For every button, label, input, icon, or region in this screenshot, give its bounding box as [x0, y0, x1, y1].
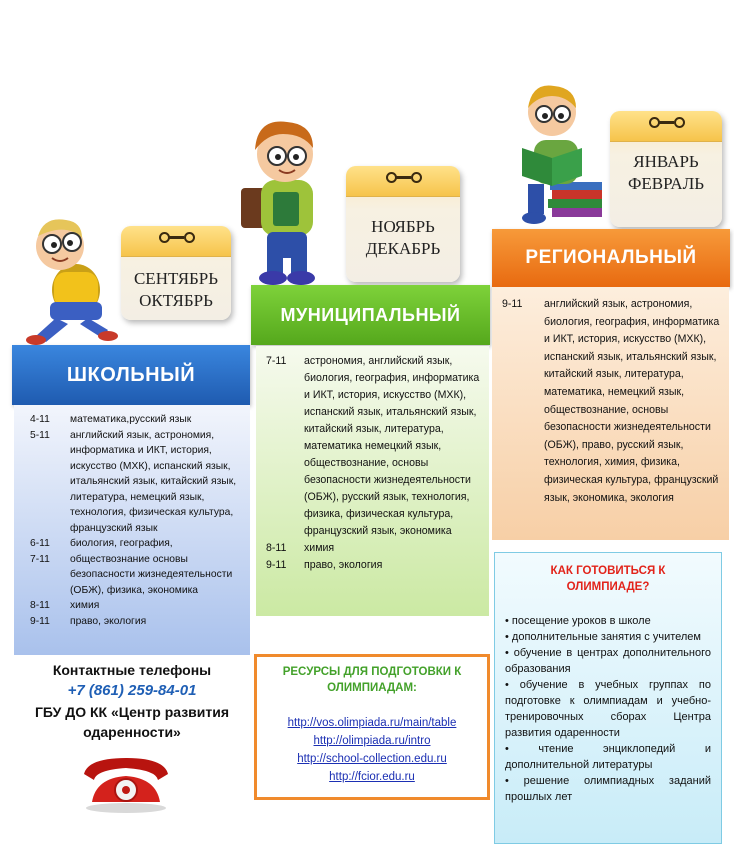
- resource-link[interactable]: http://vos.olimpiada.ru/main/table: [287, 717, 457, 729]
- calendar-card-municipal: [346, 166, 460, 282]
- resource-link[interactable]: http://fcior.edu.ru: [329, 771, 415, 783]
- contacts-block: [14, 660, 250, 742]
- list-item: • чтение энциклопедий и дополнительной литературы: [505, 743, 711, 771]
- prepare-title: КАК ГОТОВИТЬСЯ К ОЛИМПИАДЕ?: [550, 565, 666, 593]
- calendar-binding: [121, 226, 231, 257]
- header-regional-title: РЕГИОНАЛЬНЫЙ: [525, 247, 697, 268]
- card-month-1: НОЯБРЬ: [371, 217, 435, 236]
- red-telephone-illustration: [78, 752, 174, 814]
- ring-icon: [184, 232, 195, 243]
- boy-with-backpack-illustration: [16, 212, 128, 348]
- card-month-2: ФЕВРАЛЬ: [627, 174, 704, 193]
- card-month-1: СЕНТЯБРЬ: [133, 269, 219, 288]
- municipal-subjects-panel: [256, 346, 489, 616]
- boy-holding-books-illustration: [233, 112, 333, 288]
- list-item: • обучение в учебных группах по подготовке к олимпиадам и учебно-тренировочных сборах Центра развития одаренности: [505, 679, 711, 739]
- table-row: 8-11 химия: [30, 600, 100, 611]
- header-municipal: [251, 285, 490, 345]
- table-row: 4-11 математика,русский язык: [30, 414, 192, 425]
- table-row: 9-11 английский язык, астрономия, биология, география, информатика и ИКТ, история, искусство (МХК), испанский язык, итальянский язык, китайский язык, литература, математика, немецкий язык, обществознание, основы безопасности жизнедеятельности (ОБЖ), право, русский язык, технология, химия, физика, физическая культура, французский язык, экономика, экология: [502, 298, 720, 504]
- calendar-card-regional: [610, 111, 722, 227]
- resources-box: [254, 654, 490, 800]
- contacts-organization: ГБУ ДО КК «Центр развития одаренности»: [34, 704, 230, 740]
- school-subjects-panel: [14, 405, 250, 655]
- prepare-box: [494, 552, 722, 844]
- list-item: • решение олимпиадных заданий прошлых лет: [505, 775, 711, 803]
- boy-reading-book-illustration: [506, 78, 606, 228]
- header-regional: [492, 229, 730, 287]
- list-item: • дополнительные занятия с учителем: [505, 631, 701, 643]
- resources-title: РЕСУРСЫ ДЛЯ ПОДГОТОВКИ К ОЛИМПИАДАМ:: [282, 666, 462, 694]
- ring-icon: [411, 172, 422, 183]
- header-school: [12, 345, 250, 405]
- resource-link[interactable]: http://school-collection.edu.ru: [297, 753, 447, 765]
- table-row: 7-11 астрономия, английский язык, биология, география, информатика и ИКТ, история, искусство (МХК), испанский язык, итальянский язык, китайский язык, литература, математика немецкий язык, обществознание, основы безопасности жизнедеятельности (ОБЖ), русский язык, технология, физика, физическая культура, французский язык, экономика: [266, 355, 480, 537]
- table-row: 8-11 химия: [266, 542, 335, 554]
- list-item: • обучение в центрах дополнительного образования: [505, 647, 711, 675]
- calendar-card-school: [121, 226, 231, 320]
- card-month-2: ОКТЯБРЬ: [139, 291, 213, 310]
- table-row: 9-11 право, экология: [30, 615, 147, 627]
- resource-link[interactable]: http://olimpiada.ru/intro: [313, 735, 431, 747]
- calendar-binding: [346, 166, 460, 197]
- table-row: 5-11 английский язык, астрономия, информатика и ИКТ, история, искусство (МХК), испанский язык, итальянский язык, китайский язык, литература, немецкий язык, технология, физическая культура, французский язык: [30, 429, 237, 534]
- table-row: 6-11 биология, география,: [30, 538, 173, 549]
- card-month-2: ДЕКАБРЬ: [365, 239, 441, 258]
- calendar-binding: [610, 111, 722, 142]
- table-row: 7-11 обществознание основы безопасности жизнедеятельности (ОБЖ), физика, экономика: [30, 553, 233, 596]
- contacts-heading: Контактные телефоны: [52, 662, 212, 678]
- table-row: 9-11 право, экология: [266, 559, 383, 571]
- header-municipal-title: МУНИЦИПАЛЬНЫЙ: [280, 305, 461, 325]
- header-school-title: ШКОЛЬНЫЙ: [66, 364, 196, 386]
- ring-icon: [674, 117, 685, 128]
- card-month-1: ЯНВАРЬ: [633, 152, 699, 171]
- regional-subjects-panel: [492, 287, 729, 540]
- list-item: • посещение уроков в школе: [505, 615, 651, 627]
- contacts-phone[interactable]: +7 (861) 259-84-01: [67, 682, 197, 699]
